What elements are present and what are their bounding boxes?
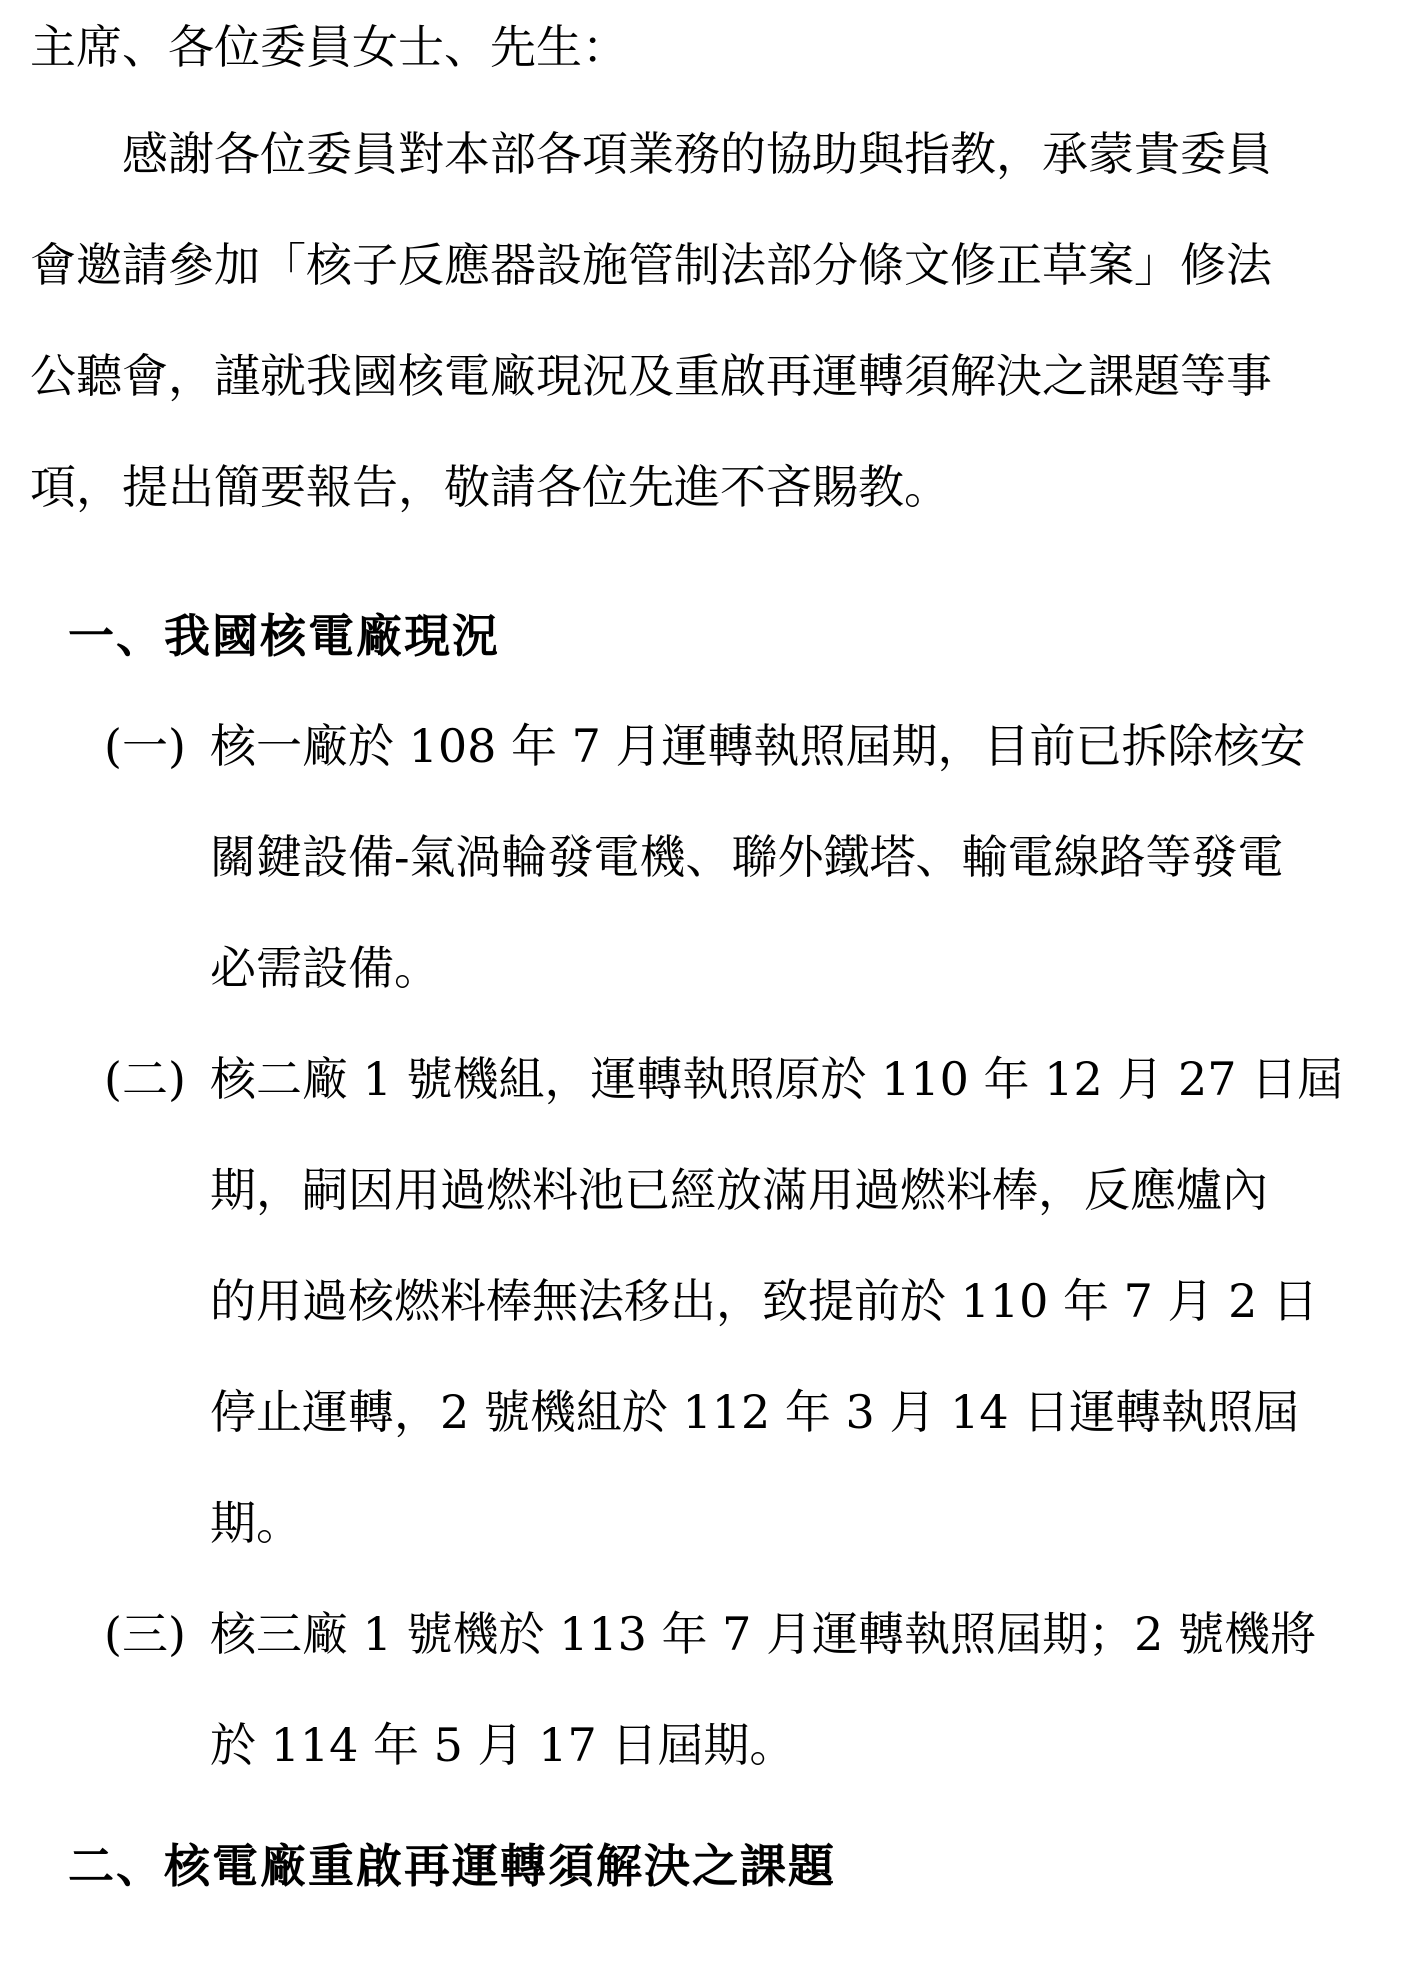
section-1-heading: 一、我國核電廠現況 — [68, 609, 500, 663]
item-2-line-3: 的用過核燃料棒無法移出，致提前於 110 年 7 月 2 日 — [210, 1274, 1319, 1328]
item-2-line-1: 核二廠 1 號機組，運轉執照原於 110 年 12 月 27 日屆 — [210, 1052, 1344, 1106]
item-2-line-2: 期，嗣因用過燃料池已經放滿用過燃料棒，反應爐內 — [210, 1163, 1268, 1217]
item-1-line-3: 必需設備。 — [210, 941, 440, 995]
item-2-line-5: 期。 — [210, 1496, 302, 1550]
intro-line-3: 公聽會，謹就我國核電廠現況及重啟再運轉須解決之課題等事 — [30, 349, 1272, 403]
item-3-line-1: 核三廠 1 號機於 113 年 7 月運轉執照屆期；2 號機將 — [210, 1607, 1316, 1661]
item-2-line-4: 停止運轉，2 號機組於 112 年 3 月 14 日運轉執照屆 — [210, 1385, 1300, 1439]
intro-line-1: 感謝各位委員對本部各項業務的協助與指教，承蒙貴委員 — [122, 127, 1272, 181]
item-3-label: (三) — [104, 1607, 186, 1661]
item-1-line-2: 關鍵設備-氣渦輪發電機、聯外鐵塔、輸電線路等發電 — [210, 830, 1284, 884]
item-2-label: (二) — [104, 1052, 186, 1106]
intro-line-2: 會邀請參加「核子反應器設施管制法部分條文修正草案」修法 — [30, 238, 1272, 292]
section-2-heading: 二、核電廠重啟再運轉須解決之課題 — [68, 1839, 836, 1893]
salutation: 主席、各位委員女士、先生： — [30, 20, 628, 74]
item-1-line-1: 核一廠於 108 年 7 月運轉執照屆期，目前已拆除核安 — [210, 719, 1306, 773]
item-3-line-2: 於 114 年 5 月 17 日屆期。 — [210, 1718, 796, 1772]
intro-line-4: 項，提出簡要報告，敬請各位先進不吝賜教。 — [30, 460, 950, 514]
item-1-label: (一) — [104, 719, 186, 773]
